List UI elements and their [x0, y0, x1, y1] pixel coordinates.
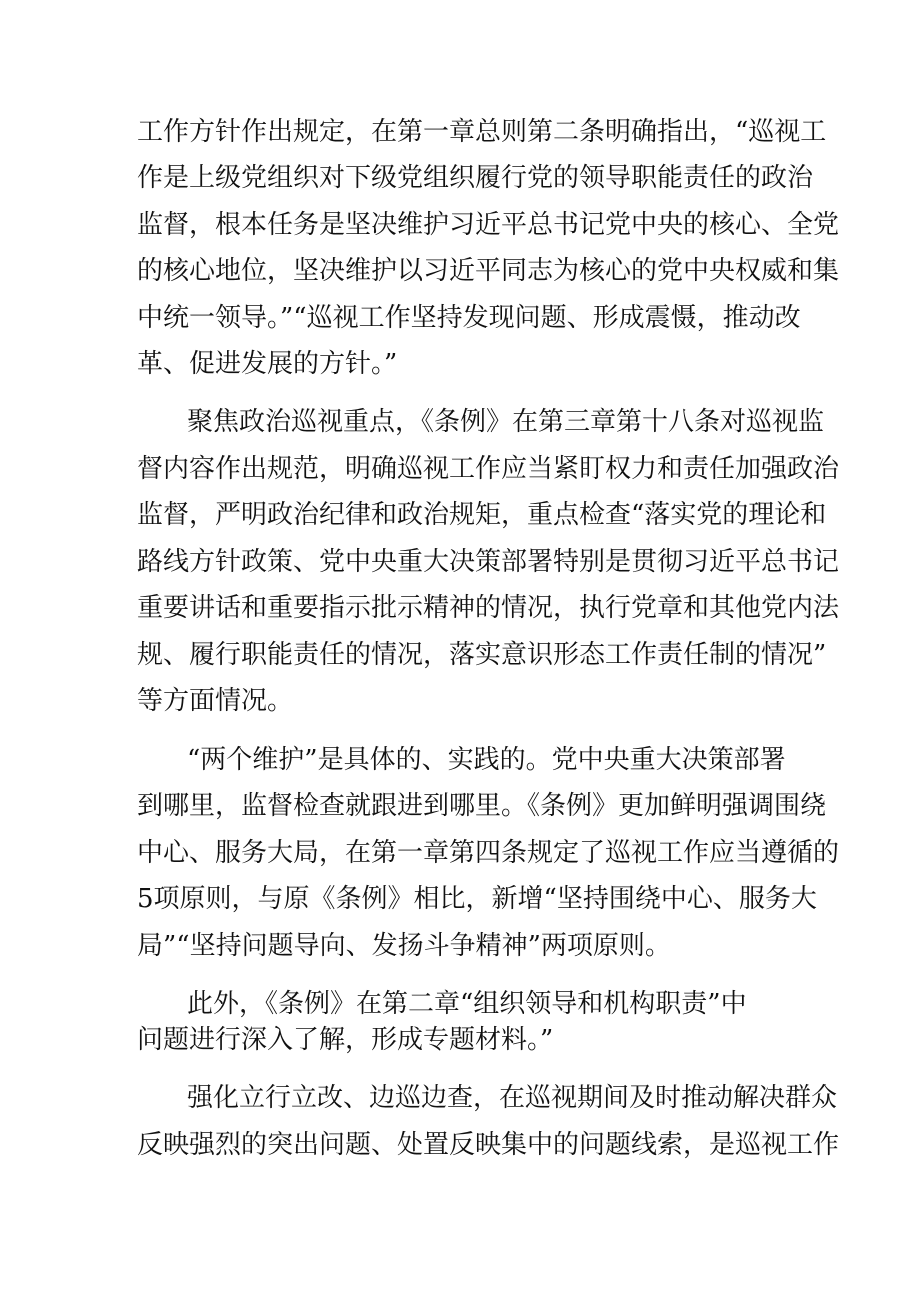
paragraph-line: 规、履行职能责任的情况，落实意识形态工作责任制的情况”: [137, 640, 827, 670]
paragraph-line: 督内容作出规范，明确巡视工作应当紧盯权力和责任加强政治: [137, 454, 840, 484]
paragraph-line: 的核心地位，坚决维护以习近平同志为核心的党中央权威和集: [137, 256, 840, 286]
paragraph-line: 5项原则，与原《条例》相比，新增“坚持围绕中心、服务大: [137, 884, 817, 914]
paragraph-line: 中心、服务大局，在第一章第四条规定了巡视工作应当遵循的: [137, 838, 840, 868]
paragraph-line: 重要讲话和重要指示批示精神的情况，执行党章和其他党内法: [137, 593, 840, 623]
paragraph-line: 反映强烈的突出问题、处置反映集中的问题线索，是巡视工作: [137, 1130, 840, 1160]
paragraph-line: 作是上级党组织对下级党组织履行党的领导职能责任的政治: [137, 163, 814, 193]
paragraph-line: 中统一领导。”“巡视工作坚持发现问题、形成震慑，推动改: [137, 303, 801, 333]
paragraph-line: 革、促进发展的方针。”: [137, 349, 398, 379]
paragraph-line: 此外，《条例》在第二章“组织领导和机构职责”中: [187, 989, 747, 1019]
paragraph-line: 问题进行深入了解，形成专题材料。”: [137, 1025, 554, 1055]
paragraph-line: 到哪里，监督检查就跟进到哪里。《条例》更加鲜明强调围绕: [137, 791, 827, 821]
paragraph-line: 局”“坚持问题导向、发扬斗争精神”两项原则。: [137, 931, 671, 961]
paragraph-line: 聚焦政治巡视重点，《条例》在第三章第十八条对巡视监: [187, 407, 825, 437]
paragraph-line: 强化立行立改、边巡边查，在巡视期间及时推动解决群众: [187, 1083, 838, 1113]
paragraph-line: 监督，严明政治纪律和政治规矩，重点检查“落实党的理论和: [137, 500, 827, 530]
paragraph-line: 监督，根本任务是坚决维护习近平总书记党中央的核心、全党: [137, 210, 840, 240]
paragraph-line: “两个维护”是具体的、实践的。党中央重大决策部署: [187, 745, 786, 775]
paragraph-line: 工作方针作出规定，在第一章总则第二条明确指出，“巡视工: [137, 117, 827, 147]
paragraph-line: 路线方针政策、党中央重大决策部署特别是贯彻习近平总书记: [137, 547, 840, 577]
paragraph-line: 等方面情况。: [137, 686, 294, 716]
